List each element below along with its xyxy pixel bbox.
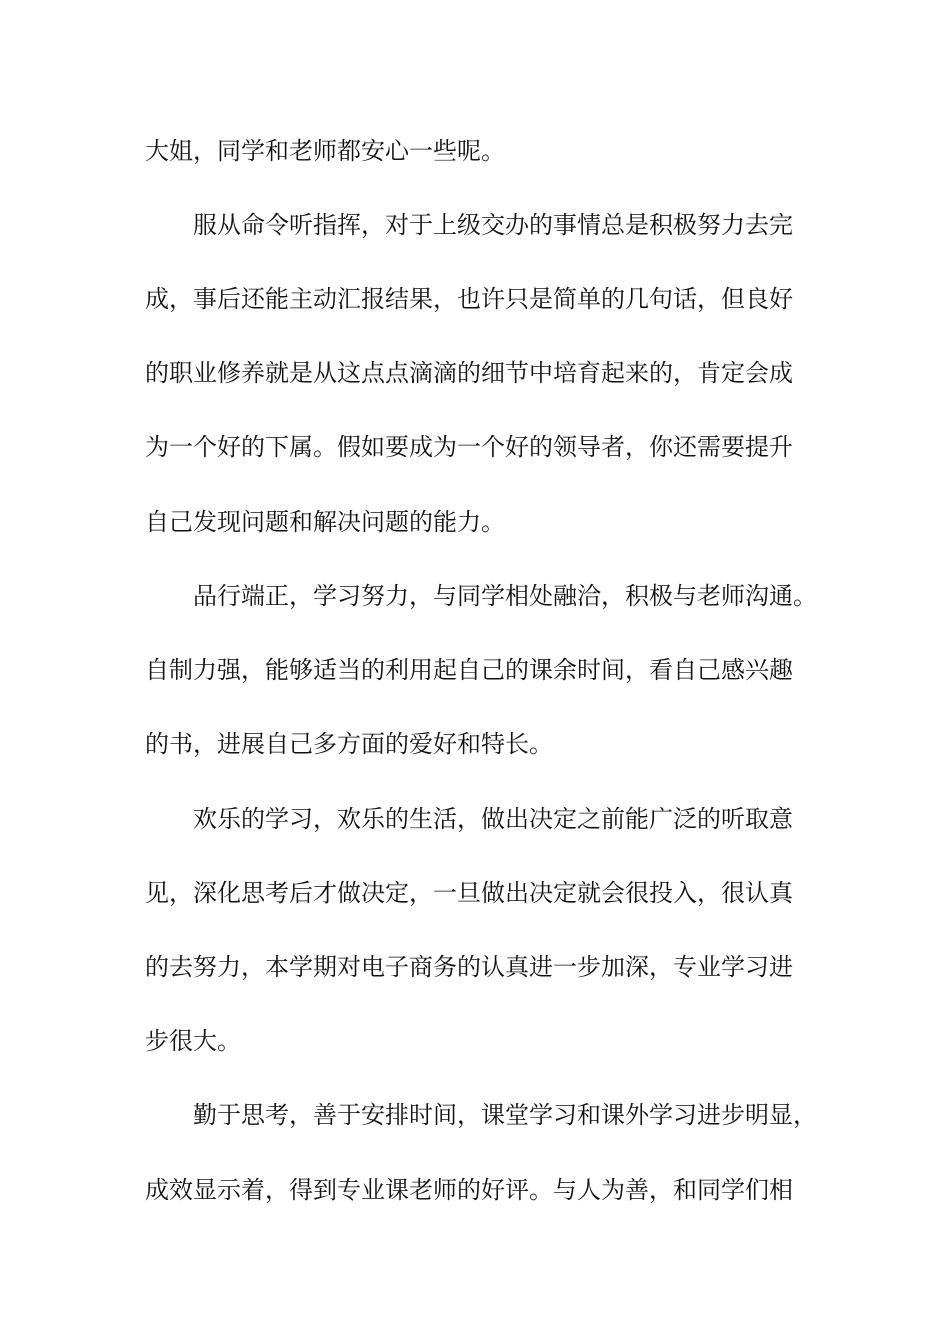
text-line: 自己发现问题和解决问题的能力。 (145, 508, 505, 536)
paragraph-start-line: 勤于思考，善于安排时间，课堂学习和课外学习进步明显， (193, 1101, 817, 1129)
text-line: 大姐，同学和老师都安心一些呢。 (145, 137, 505, 165)
text-line: 成，事后还能主动汇报结果，也许只是简单的几句话，但良好 (145, 285, 793, 313)
text-line: 的职业修养就是从这点点滴滴的细节中培育起来的，肯定会成 (145, 359, 793, 387)
text-line: 见，深化思考后才做决定，一旦做出决定就会很投入，很认真 (145, 879, 793, 907)
paragraph-start-line: 品行端正，学习努力，与同学相处融洽，积极与老师沟通。 (193, 582, 817, 610)
text-line: 的书，进展自己多方面的爱好和特长。 (145, 730, 553, 758)
text-line: 自制力强，能够适当的利用起自己的课余时间，看自己感兴趣 (145, 656, 793, 684)
text-line: 为一个好的下属。假如要成为一个好的领导者，你还需要提升 (145, 433, 793, 461)
paragraph-start-line: 欢乐的学习，欢乐的生活，做出决定之前能广泛的听取意 (193, 805, 793, 833)
text-line: 步很大。 (145, 1027, 241, 1055)
paragraph-start-line: 服从命令听指挥，对于上级交办的事情总是积极努力去完 (193, 211, 793, 239)
text-line: 成效显示着，得到专业课老师的好评。与人为善，和同学们相 (145, 1176, 793, 1204)
text-line: 的去努力，本学期对电子商务的认真进一步加深，专业学习进 (145, 953, 793, 981)
